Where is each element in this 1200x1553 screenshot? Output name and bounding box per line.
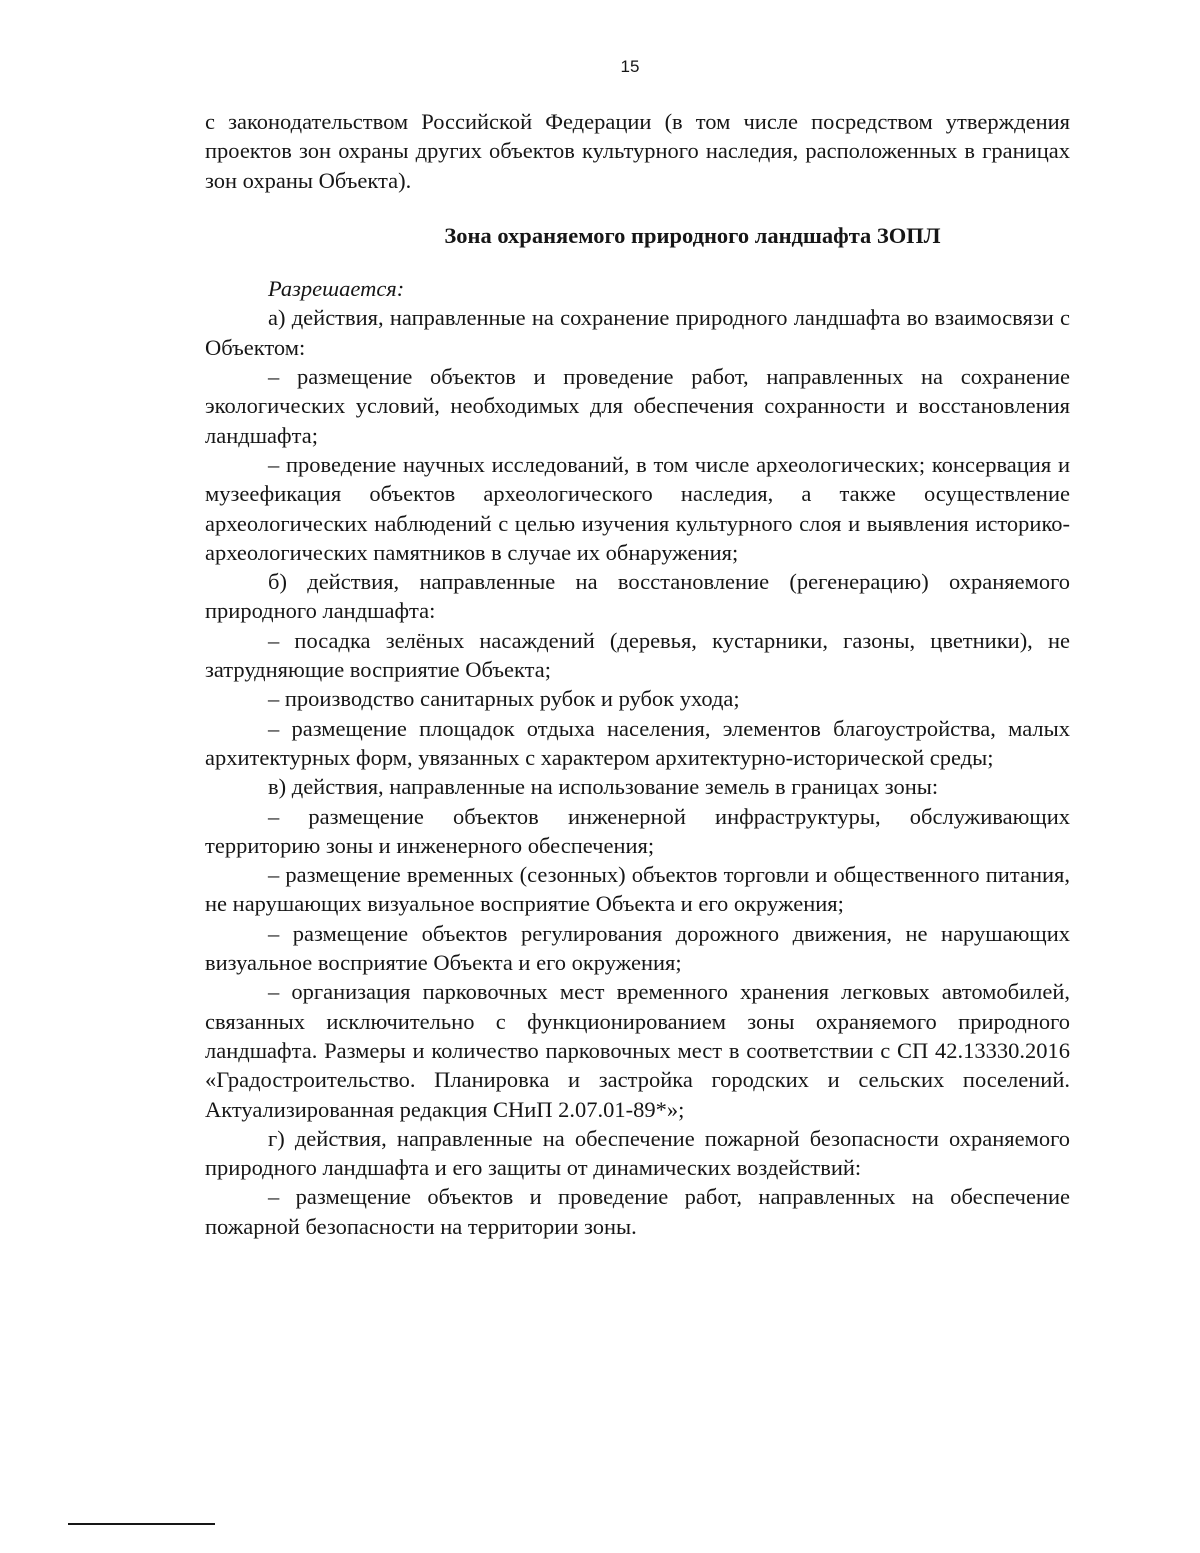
list-item: – размещение площадок отдыха населения, элементов благоустройства, малых архитектурных форм, увязанных с характером архитектурно-исторической среды;	[205, 715, 1070, 770]
paragraph-v: в) действия, направленные на использование земель в границах зоны:	[268, 774, 939, 800]
list-item: – размещение объектов и проведение работ, направленных на сохранение экологических условий, необходимых для обеспечения сохранности и восстановления ландшафта;	[205, 364, 1070, 448]
intro-paragraph: с законодательством Российской Федерации (в том числе посредством утверждения проектов зон охраны других объектов культурного наследия, расположенных в границах зон охраны Объекта).	[205, 109, 1070, 193]
list-item: – размещение объектов инженерной инфраструктуры, обслуживающих территорию зоны и инженерного обеспечения;	[205, 803, 1070, 858]
list-item: – размещение объектов регулирования дорожного движения, не нарушающих визуальное восприятие Объекта и его окружения;	[205, 920, 1070, 976]
list-item: – размещение временных (сезонных) объектов торговли и общественного питания, не нарушающих визуальное восприятие Объекта и его окружения;	[205, 862, 1070, 917]
permitted-label: Разрешается:	[268, 276, 405, 302]
footnote-separator	[68, 1523, 215, 1525]
list-item: – размещение объектов и проведение работ, направленных на обеспечение пожарной безопасности на территории зоны.	[205, 1184, 1070, 1239]
document-body	[205, 107, 1070, 1241]
list-item: – проведение научных исследований, в том числе археологических; консервация и музеефикация объектов археологического наследия, а также осуществление археологических наблюдений с целью изучения культурного слоя и выявления историко-археологических памятников в случае их обнаружения;	[205, 451, 1070, 565]
paragraph-g: г) действия, направленные на обеспечение пожарной безопасности охраняемого природного ландшафта и его защиты от динамических воздействий:	[205, 1125, 1070, 1181]
page-number: 15	[620, 57, 640, 76]
paragraph-b: б) действия, направленные на восстановление (регенерацию) охраняемого природного ландшафта:	[205, 569, 1070, 624]
list-item: – организация парковочных мест временного хранения легковых автомобилей, связанных исключительно с функционированием зоны охраняемого природного ландшафта. Размеры и количество парковочных мест в соответствии с СП 42.13330.2016 «Градостроительство. Планировка и застройка городских и сельских поселений. Актуализированная редакция СНиП 2.07.01-89*»;	[205, 979, 1070, 1122]
section-heading: Зона охраняемого природного ландшафта ЗОПЛ	[444, 222, 941, 248]
list-item: – посадка зелёных насаждений (деревья, кустарники, газоны, цветники), не затрудняющие восприятие Объекта;	[205, 627, 1070, 683]
paragraph-a: а) действия, направленные на сохранение природного ландшафта во взаимосвязи с Объектом:	[205, 305, 1070, 360]
list-item: – производство санитарных рубок и рубок ухода;	[268, 686, 740, 712]
